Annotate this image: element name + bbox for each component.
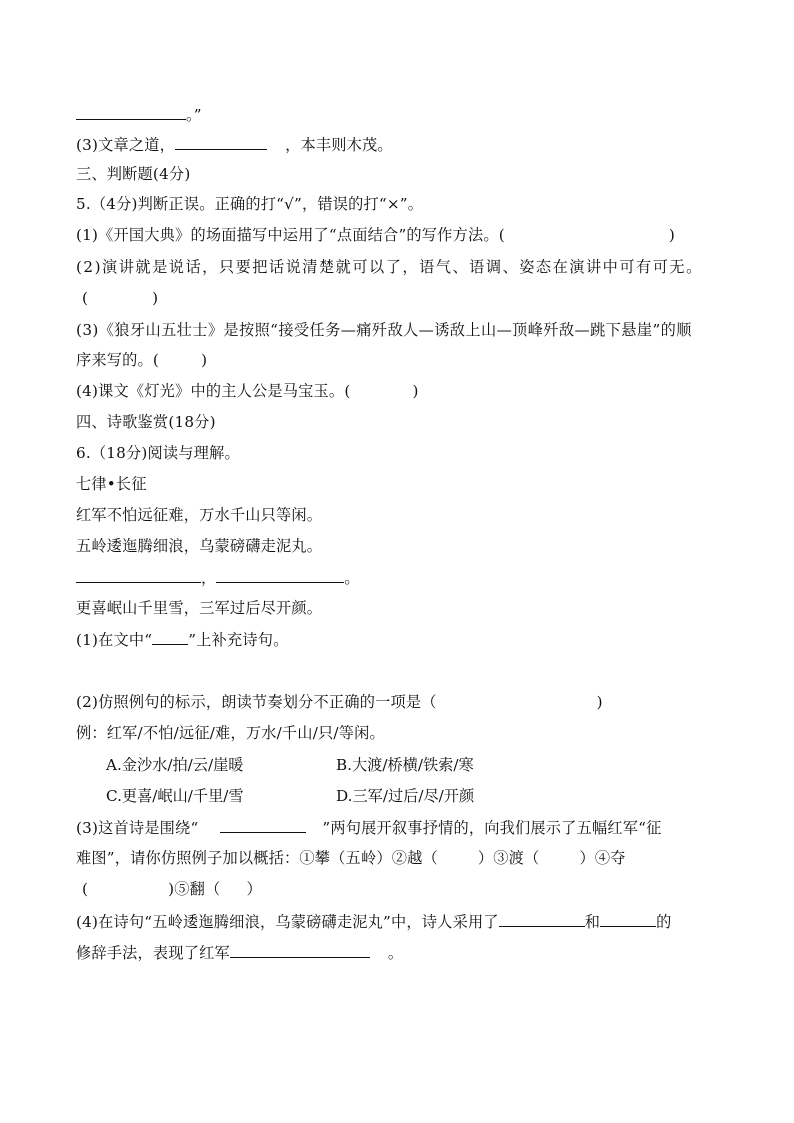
line-q2-3: (3)文章之道， ，本丰则木茂。 (76, 136, 393, 154)
q5-item-2: (2)演讲就是说话，只要把话说清楚就可以了，语气、语调、姿态在演讲中可有可无。 (76, 258, 703, 276)
q6-item-3-cont: 难图”，请你仿照例子加以概括：①攀（五岭）②越（ ）③渡（ ）④夺 (76, 849, 626, 867)
answer-blank[interactable] (76, 567, 201, 583)
line-q2-tail: 。” (76, 104, 202, 125)
question-6-prompt: 6.（18分)阅读与理解。 (76, 444, 240, 462)
q6-item-2: (2)仿照例句的标示，朗读节奏划分不正确的一项是（ ) (76, 693, 603, 711)
poem-line-2: 五岭逶迤腾细浪，乌蒙磅礴走泥丸。 (76, 537, 323, 555)
q6-item-3-cont2: ( )⑤翻（ ） (82, 880, 262, 898)
answer-blank[interactable] (152, 629, 188, 645)
q6-item-3: (3)这首诗是围绕“ ”两句展开叙事抒情的，向我们展示了五幅红军“征 (76, 819, 662, 837)
answer-blank[interactable] (600, 911, 656, 927)
q6-item-4-cont: 修辞手法，表现了红军 。 (76, 944, 404, 962)
answer-blank[interactable] (216, 567, 344, 583)
q6-item-4: (4)在诗句“五岭逶迤腾细浪，乌蒙磅礴走泥丸”中，诗人采用了 和 的 (76, 913, 672, 931)
option-c[interactable]: C.更喜/岷山/千里/雪 (106, 787, 244, 805)
answer-blank[interactable] (76, 104, 186, 120)
poem-line-3-blanks: ， 。 (76, 567, 360, 588)
option-d[interactable]: D.三军/过后/尽/开颜 (336, 787, 475, 805)
q5-item-1: (1)《开国大典》的场面描写中运用了“点面结合”的写作方法。( ) (76, 226, 675, 244)
poem-line-4: 更喜岷山千里雪，三军过后尽开颜。 (76, 599, 323, 617)
section-heading-judgment: 三、判断题(4分) (76, 165, 191, 183)
answer-blank[interactable] (175, 134, 267, 150)
q5-item-3-cont: 序来写的。( ) (76, 351, 208, 369)
q5-item-2-paren: ( ) (82, 289, 159, 307)
answer-blank[interactable] (499, 911, 585, 927)
question-5-prompt: 5.（4分)判断正误。正确的打“√”，错误的打“×”。 (76, 195, 424, 213)
answer-blank[interactable] (230, 942, 370, 958)
poem-line-1: 红军不怕远征难，万水千山只等闲。 (76, 506, 323, 524)
q6-item-2-example: 例：红军/不怕/远征/难，万水/千山/只/等闲。 (76, 724, 385, 742)
section-heading-poetry: 四、诗歌鉴赏(18分) (76, 413, 216, 431)
option-a[interactable]: A.金沙水/拍/云/崖暖 (106, 756, 244, 774)
answer-blank[interactable] (220, 817, 306, 833)
q5-item-4: (4)课文《灯光》中的主人公是马宝玉。( ) (76, 382, 419, 400)
poem-title: 七律•长征 (76, 475, 147, 493)
q5-item-3: (3)《狼牙山五壮士》是按照“接受任务—痛歼敌人—诱敌上山—顶峰歼敌—跳下悬崖”的顺 (76, 321, 692, 339)
q6-item-1: (1)在文中“ ”上补充诗句。 (76, 631, 289, 649)
option-b[interactable]: B.大渡/桥横/铁索/寒 (336, 756, 474, 774)
